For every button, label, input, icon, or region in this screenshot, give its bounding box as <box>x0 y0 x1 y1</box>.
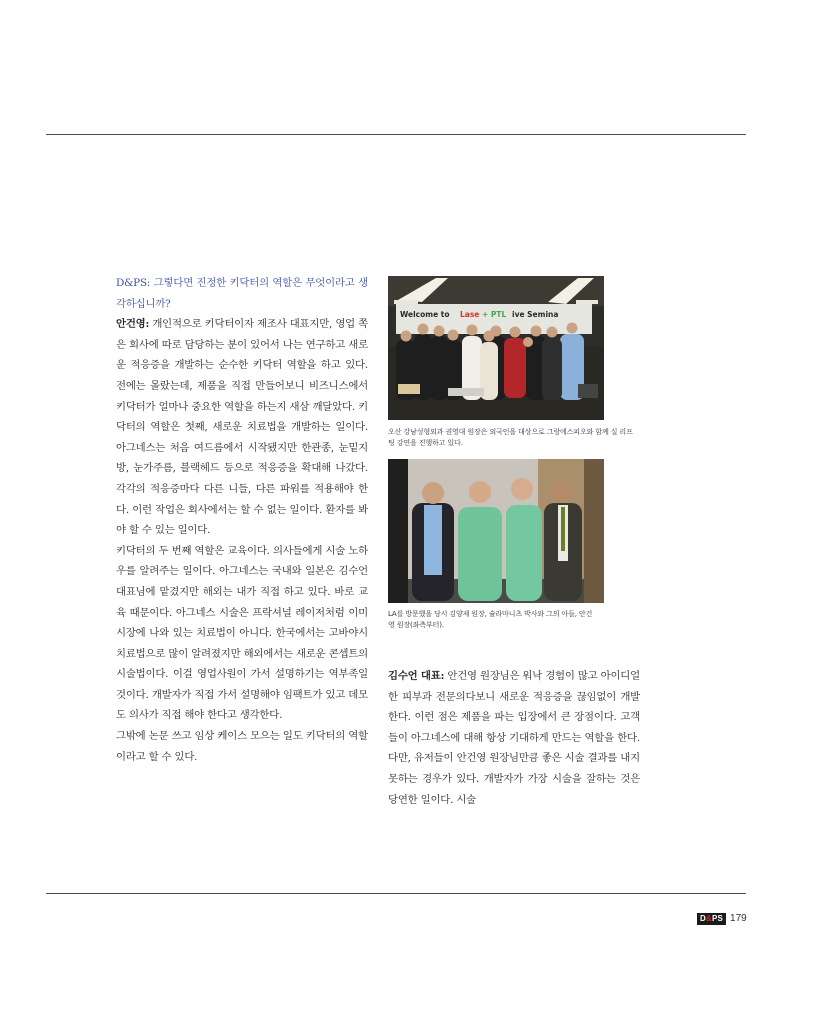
answer1-paragraph-1 <box>116 314 368 541</box>
svg-text:+ PTL: + PTL <box>482 310 507 319</box>
answer1-text-1: 개인적으로 키닥터이자 제조사 대표지만, 영업 쪽은 회사에 따로 담당하는 분이 있어서 나는 연구하고 새로운 적응증을 개발하는 순수한 키닥터 역할을 하고 있다. 전에는 몰랐는데, 제품을 직접 만들어보니 비즈니스에서 키닥터가 얼마나 중요한 역할을 하는지 새삼 깨달았다. 키닥터의 역할은 첫째, 새로운 치료법을 개발하는 일이다. 아그네스는 처음 여드름에서 시작됐지만 한관종, 눈밑지방, 눈가주름, 블랙헤드 등으로 적응증을 확대해 나갔다. 각각의 적응증마다 다른 니들, 다른 파워를 적용해야 한다. 이런 작업은 회사에서는 할 수 없는 일이다. 환자를 봐야 할 수 있는 일이다. <box>116 318 368 537</box>
right-column <box>388 666 640 810</box>
la-visit-photo-caption: LA를 방문했을 당시 김양제 원장, 슐라마니츠 박사와 그의 아들, 안건영 원장(좌측부터). <box>388 609 593 629</box>
svg-text:Lase: Lase <box>460 310 480 319</box>
answer2-text-1: 안건영 원장님은 워낙 경험이 많고 아이디얼한 피부과 전문의다보니 새로운 적응증을 끊임없이 개발한다. 이런 점은 제품을 파는 입장에서 큰 장점이다. 고객들이 아그네스에 대해 항상 기대하게 만드는 역할을 한다. 다만, 유저들이 안건영 원장님만큼 좋은 시술 결과를 내지 못하는 경우가 있다. 개발자가 가장 시술을 잘하는 것은 당연한 일이다. 시술 <box>388 670 640 806</box>
seminar-photo-caption: 오산 강남성형외과 권영대 원장은 외국인을 대상으로 그랑에스피오와 함께 실 리프팅 강연을 진행하고 있다. <box>388 427 633 447</box>
answer2-paragraph-1 <box>388 666 640 810</box>
la-visit-photo <box>388 459 604 603</box>
answer1-paragraph-3: 그밖에 논문 쓰고 임상 케이스 모으는 일도 키닥터의 역할이라고 할 수 있다. <box>116 730 368 763</box>
speaker-label-ahn: 안건영: <box>116 318 150 331</box>
interview-question: D&PS: 그렇다면 진정한 키닥터의 역할은 무엇이라고 생각하십니까? <box>116 277 368 310</box>
svg-text:Welcome to: Welcome to <box>400 310 450 319</box>
top-rule <box>46 134 746 135</box>
svg-text:ive Semina: ive Semina <box>512 310 559 319</box>
magazine-logo: D&PS <box>697 913 726 925</box>
seminar-photo <box>388 276 604 420</box>
answer1-paragraph-2: 키닥터의 두 번째 역할은 교육이다. 의사들에게 시술 노하우를 알려주는 일이다. 아그네스는 국내와 일본은 김수언 대표님에 맡겼지만 해외는 내가 직접 하고 있다. 바로 교육 때문이다. 아그네스 시술은 프락셔널 레이저처럼 이미 시장에 나와 있는 치료법이 아니다. 한국에서는 고바야시 치료법으로 많이 알려졌지만 해외에서는 새로운 콘셉트의 시술법이다. 이걸 영업사원이 가서 설명하기는 역부족일 것이다. 개발자가 직접 가서 설명해야 임팩트가 있고 데모도 의사가 직접 해야 한다고 생각한다. <box>116 544 368 722</box>
page-footer <box>697 912 747 925</box>
left-column <box>116 273 368 767</box>
bottom-rule <box>46 893 746 894</box>
speaker-label-kim: 김수언 대표: <box>388 670 445 682</box>
page-number: 179 <box>730 913 747 924</box>
